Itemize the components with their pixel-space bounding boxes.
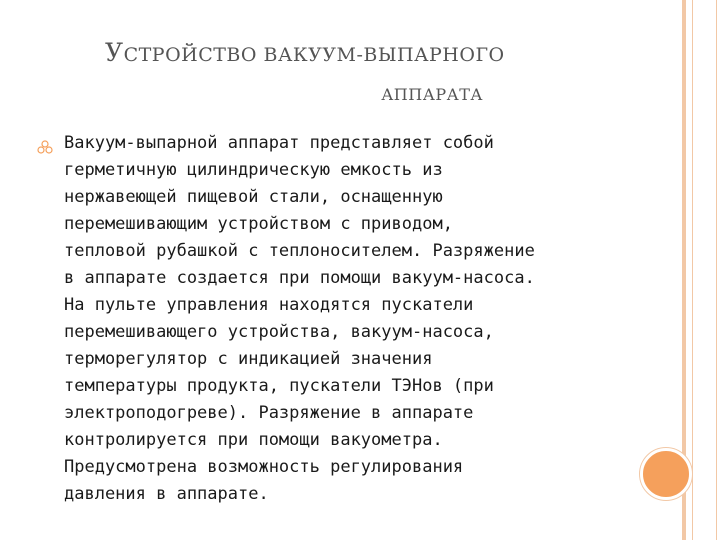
decorative-circle bbox=[640, 448, 692, 500]
title-cap: У bbox=[105, 38, 124, 67]
flower-bullet-icon bbox=[37, 140, 53, 160]
slide-title bbox=[105, 38, 575, 108]
title-rest: СТРОЙСТВО ВАКУУМ-ВЫПАРНОГО bbox=[123, 44, 505, 66]
frame-line bbox=[692, 0, 693, 540]
frame-line bbox=[716, 0, 717, 540]
title-line2: АППАРАТА bbox=[381, 85, 483, 104]
title-line bbox=[105, 38, 575, 70]
body-paragraph: Вакуум-выпарной аппарат представляет собой герметичную цилиндрическую емкость из нержавеющей пищевой стали, оснащенную перемешивающим устройством с приводом, тепловой рубашкой с теплоносителем. Разряжение в аппарате создается при помощи вакуум-насоса. На пульте управления находятся пускатели перемешивающего устройства, вакуум-насоса, терморегулятор с индикацией значения температуры продукта, пускатели ТЭНов (при электроподогреве). Разряжение в аппарате контролируется при помощи вакуометра. Предусмотрена возможность регулирования давления в аппарате. bbox=[64, 133, 535, 504]
